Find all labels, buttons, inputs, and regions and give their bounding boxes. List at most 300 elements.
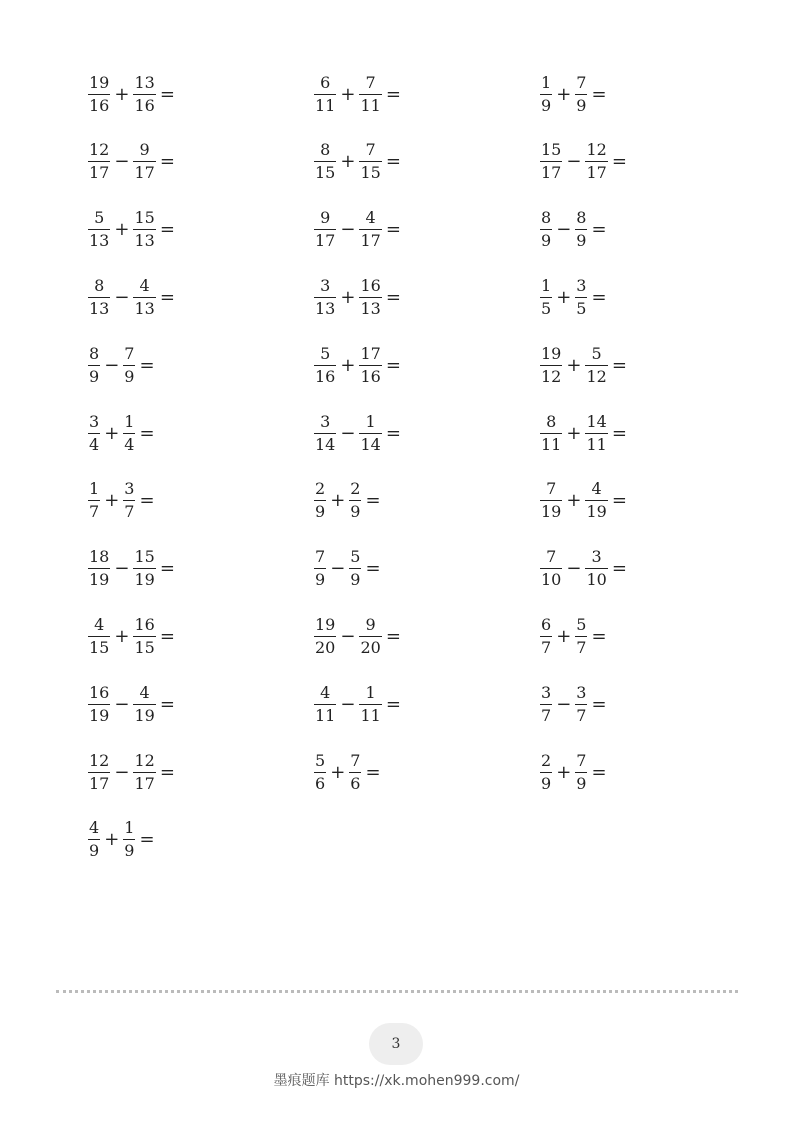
denominator: 9 [315,502,326,522]
denominator: 12 [586,366,607,386]
operator-sign: + [340,83,356,105]
numerator: 6 [320,72,331,92]
operator-sign: − [114,286,130,308]
numerator: 8 [546,411,557,431]
operator-sign: − [340,422,356,444]
operator-sign: + [330,490,346,512]
denominator: 7 [541,705,552,725]
first-fraction [314,345,336,386]
numerator: 8 [320,140,331,160]
operator-sign: + [566,422,582,444]
numerator: 16 [134,614,155,634]
denominator: 16 [89,95,110,115]
equals-sign: = [139,422,155,444]
numerator: 3 [576,275,587,295]
equals-sign: = [159,219,175,241]
denominator: 16 [315,366,336,386]
numerator: 5 [576,614,587,634]
fraction-problem [88,70,175,118]
first-fraction [314,480,326,521]
second-fraction [359,616,381,657]
denominator: 11 [315,705,336,725]
numerator: 9 [365,614,376,634]
fraction-problem [88,341,155,389]
second-fraction [359,141,381,182]
denominator: 9 [350,502,361,522]
second-fraction [359,684,381,725]
second-fraction [133,74,155,115]
denominator: 9 [541,773,552,793]
first-fraction [88,548,110,589]
denominator: 15 [89,637,110,657]
operator-sign: − [556,693,572,715]
denominator: 19 [89,570,110,590]
first-fraction [314,74,336,115]
denominator: 17 [89,773,110,793]
second-fraction [585,480,607,521]
equals-sign: = [385,286,401,308]
operator-sign: − [114,761,130,783]
operator-sign: + [104,422,120,444]
operator-sign: + [114,625,130,647]
numerator: 16 [89,682,110,702]
fraction-problem [540,70,607,118]
numerator: 7 [350,750,361,770]
second-fraction [349,752,361,793]
operator-sign: + [566,354,582,376]
denominator: 13 [89,298,110,318]
denominator: 11 [360,95,381,115]
denominator: 20 [360,637,381,657]
operator-sign: − [114,151,130,173]
numerator: 5 [591,343,602,363]
denominator: 19 [541,502,562,522]
second-fraction [133,752,155,793]
equals-sign: = [159,286,175,308]
equals-sign: = [591,83,607,105]
numerator: 6 [541,614,552,634]
second-fraction [123,413,135,454]
equals-sign: = [139,354,155,376]
operator-sign: + [556,286,572,308]
second-fraction [575,616,587,657]
fraction-problem [540,680,607,728]
numerator: 5 [94,208,105,228]
numerator: 4 [365,208,376,228]
equals-sign: = [591,219,607,241]
page-number-badge: 3 [369,1023,423,1065]
equals-sign: = [591,693,607,715]
second-fraction [359,413,381,454]
first-fraction [540,277,552,318]
numerator: 4 [89,818,100,838]
numerator: 15 [134,547,155,567]
denominator: 9 [124,841,135,861]
numerator: 1 [89,479,100,499]
denominator: 17 [541,163,562,183]
denominator: 7 [541,637,552,657]
fraction-problem [314,138,401,186]
first-fraction [88,616,110,657]
fraction-problem [540,545,627,593]
second-fraction [575,752,587,793]
numerator: 14 [586,411,607,431]
denominator: 17 [360,231,381,251]
operator-sign: + [114,219,130,241]
denominator: 13 [89,231,110,251]
numerator: 4 [320,682,331,702]
denominator: 17 [134,163,155,183]
operator-sign: + [340,286,356,308]
denominator: 11 [315,95,336,115]
denominator: 9 [124,366,135,386]
numerator: 7 [365,140,376,160]
denominator: 7 [89,502,100,522]
numerator: 17 [360,343,381,363]
numerator: 7 [546,479,557,499]
numerator: 8 [576,208,587,228]
denominator: 14 [315,434,336,454]
second-fraction [575,209,587,250]
equals-sign: = [139,490,155,512]
denominator: 17 [134,773,155,793]
second-fraction [123,819,135,860]
denominator: 16 [360,366,381,386]
denominator: 4 [124,434,135,454]
denominator: 13 [134,231,155,251]
denominator: 6 [315,773,326,793]
denominator: 7 [576,637,587,657]
denominator: 9 [576,773,587,793]
first-fraction [88,819,100,860]
denominator: 17 [89,163,110,183]
numerator: 16 [360,275,381,295]
equals-sign: = [365,558,381,580]
fraction-problem [88,138,175,186]
numerator: 7 [546,547,557,567]
denominator: 13 [315,298,336,318]
operator-sign: + [340,151,356,173]
second-fraction [359,74,381,115]
operator-sign: + [556,83,572,105]
equals-sign: = [611,354,627,376]
numerator: 8 [89,343,100,363]
fraction-problem [88,816,155,864]
equals-sign: = [385,219,401,241]
second-fraction [585,548,607,589]
denominator: 7 [576,705,587,725]
operator-sign: − [114,558,130,580]
numerator: 1 [541,72,552,92]
first-fraction [314,141,336,182]
operator-sign: − [566,151,582,173]
numerator: 1 [124,411,135,431]
fraction-problem [88,273,175,321]
denominator: 11 [586,434,607,454]
numerator: 19 [541,343,562,363]
denominator: 19 [586,502,607,522]
numerator: 19 [89,72,110,92]
equals-sign: = [591,286,607,308]
fraction-problem [314,273,401,321]
denominator: 9 [541,95,552,115]
equals-sign: = [365,490,381,512]
second-fraction [133,141,155,182]
fraction-problem [88,409,155,457]
equals-sign: = [159,558,175,580]
numerator: 1 [365,682,376,702]
equals-sign: = [591,761,607,783]
second-fraction [133,616,155,657]
first-fraction [88,209,110,250]
fraction-problem [540,341,627,389]
second-fraction [133,277,155,318]
operator-sign: + [330,761,346,783]
denominator: 19 [89,705,110,725]
first-fraction [314,209,336,250]
numerator: 1 [541,275,552,295]
numerator: 3 [89,411,100,431]
fraction-problem [314,748,381,796]
first-fraction [540,413,562,454]
denominator: 5 [576,298,587,318]
fraction-problem [88,545,175,593]
equals-sign: = [385,625,401,647]
operator-sign: − [114,693,130,715]
numerator: 4 [139,275,150,295]
numerator: 4 [94,614,105,634]
numerator: 8 [541,208,552,228]
equals-sign: = [159,625,175,647]
fraction-problem [540,748,607,796]
equals-sign: = [365,761,381,783]
fraction-problem [540,612,607,660]
second-fraction [359,345,381,386]
numerator: 19 [315,614,336,634]
denominator: 15 [360,163,381,183]
fraction-problem [88,477,155,525]
fraction-problem [540,138,627,186]
numerator: 7 [576,750,587,770]
equals-sign: = [159,83,175,105]
denominator: 11 [541,434,562,454]
fraction-problem [314,70,401,118]
denominator: 9 [576,231,587,251]
first-fraction [540,74,552,115]
numerator: 9 [320,208,331,228]
numerator: 3 [320,275,331,295]
numerator: 1 [365,411,376,431]
first-fraction [540,548,562,589]
first-fraction [540,141,562,182]
denominator: 12 [541,366,562,386]
denominator: 14 [360,434,381,454]
numerator: 4 [591,479,602,499]
first-fraction [314,277,336,318]
equals-sign: = [385,354,401,376]
denominator: 9 [541,231,552,251]
first-fraction [314,548,326,589]
second-fraction [585,413,607,454]
numerator: 7 [365,72,376,92]
fraction-problem [314,409,401,457]
numerator: 12 [89,140,110,160]
equals-sign: = [611,490,627,512]
footer-watermark: 墨痕题库 https://xk.mohen999.com/ [273,1073,520,1089]
numerator: 12 [134,750,155,770]
first-fraction [88,141,110,182]
denominator: 5 [541,298,552,318]
operator-sign: + [566,490,582,512]
numerator: 3 [541,682,552,702]
first-fraction [88,684,110,725]
denominator: 13 [360,298,381,318]
fraction-problem [88,680,175,728]
numerator: 15 [134,208,155,228]
operator-sign: + [114,83,130,105]
equals-sign: = [159,151,175,173]
equals-sign: = [385,83,401,105]
denominator: 19 [134,570,155,590]
first-fraction [540,345,562,386]
first-fraction [88,345,100,386]
first-fraction [88,277,110,318]
operator-sign: − [556,219,572,241]
first-fraction [314,684,336,725]
denominator: 15 [134,637,155,657]
equals-sign: = [611,422,627,444]
first-fraction [540,616,552,657]
second-fraction [575,277,587,318]
numerator: 2 [541,750,552,770]
denominator: 6 [350,773,361,793]
second-fraction [359,277,381,318]
first-fraction [540,480,562,521]
first-fraction [88,480,100,521]
numerator: 5 [320,343,331,363]
second-fraction [133,684,155,725]
fraction-problem [314,612,401,660]
denominator: 20 [315,637,336,657]
fraction-problem [540,206,607,254]
fraction-problem [540,477,627,525]
numerator: 3 [576,682,587,702]
numerator: 18 [89,547,110,567]
operator-sign: − [340,693,356,715]
numerator: 12 [89,750,110,770]
denominator: 9 [89,366,100,386]
operator-sign: − [104,354,120,376]
first-fraction [540,209,552,250]
equals-sign: = [591,625,607,647]
fraction-problem [314,680,401,728]
denominator: 4 [89,434,100,454]
denominator: 9 [89,841,100,861]
first-fraction [88,752,110,793]
fraction-problem [314,341,401,389]
numerator: 13 [134,72,155,92]
second-fraction [585,345,607,386]
fraction-problem [540,409,627,457]
fraction-problem [314,545,381,593]
equals-sign: = [385,151,401,173]
denominator: 7 [124,502,135,522]
operator-sign: + [104,490,120,512]
denominator: 17 [315,231,336,251]
numerator: 2 [315,479,326,499]
second-fraction [133,209,155,250]
first-fraction [314,413,336,454]
operator-sign: + [104,829,120,851]
denominator: 9 [315,570,326,590]
numerator: 5 [315,750,326,770]
denominator: 9 [576,95,587,115]
second-fraction [123,345,135,386]
equals-sign: = [139,829,155,851]
second-fraction [575,684,587,725]
first-fraction [314,752,326,793]
operator-sign: + [556,625,572,647]
denominator: 19 [134,705,155,725]
second-fraction [349,480,361,521]
numerator: 8 [94,275,105,295]
first-fraction [88,413,100,454]
operator-sign: − [566,558,582,580]
equals-sign: = [611,151,627,173]
second-fraction [575,74,587,115]
numerator: 1 [124,818,135,838]
operator-sign: + [340,354,356,376]
fraction-problem [314,206,401,254]
operator-sign: − [330,558,346,580]
first-fraction [540,684,552,725]
denominator: 10 [586,570,607,590]
numerator: 4 [139,682,150,702]
dotted-divider [56,990,738,993]
fraction-problem [88,206,175,254]
first-fraction [88,74,110,115]
equals-sign: = [385,693,401,715]
denominator: 10 [541,570,562,590]
numerator: 7 [124,343,135,363]
numerator: 9 [139,140,150,160]
denominator: 17 [586,163,607,183]
equals-sign: = [385,422,401,444]
denominator: 11 [360,705,381,725]
equals-sign: = [159,693,175,715]
fraction-problem [314,477,381,525]
second-fraction [359,209,381,250]
fraction-problem [540,273,607,321]
numerator: 12 [586,140,607,160]
second-fraction [585,141,607,182]
first-fraction [540,752,552,793]
first-fraction [314,616,336,657]
numerator: 7 [576,72,587,92]
fraction-problem [88,748,175,796]
numerator: 15 [541,140,562,160]
numerator: 7 [315,547,326,567]
operator-sign: − [340,625,356,647]
denominator: 16 [134,95,155,115]
numerator: 3 [124,479,135,499]
operator-sign: + [556,761,572,783]
denominator: 9 [350,570,361,590]
operator-sign: − [340,219,356,241]
numerator: 3 [591,547,602,567]
denominator: 13 [134,298,155,318]
equals-sign: = [159,761,175,783]
